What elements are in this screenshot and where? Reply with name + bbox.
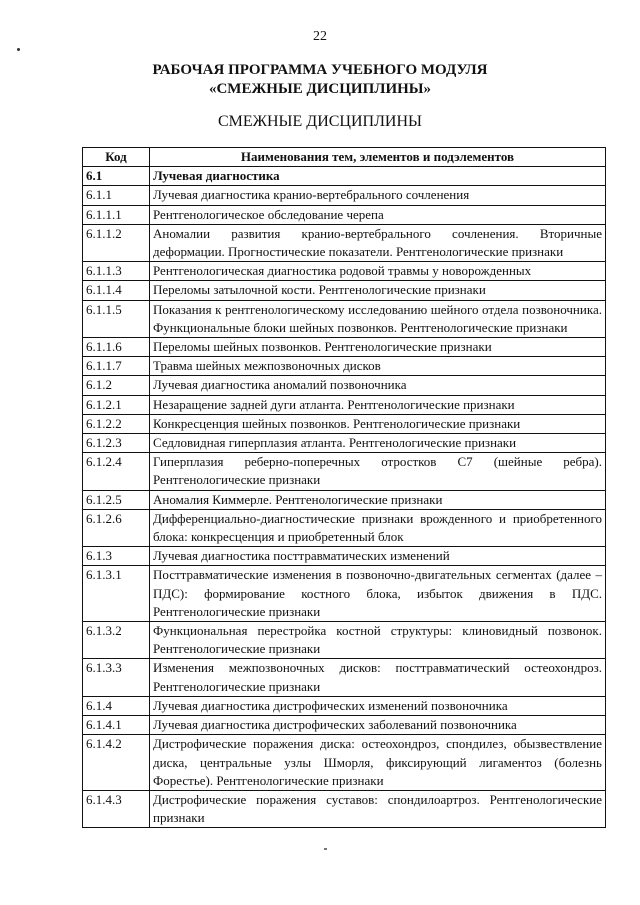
table-row bbox=[83, 659, 606, 696]
row-name: Конкресценция шейных позвонков. Рентгенологические признаки bbox=[150, 414, 606, 433]
row-name: Лучевая диагностика bbox=[150, 167, 606, 186]
row-code: 6.1.3.3 bbox=[83, 659, 150, 696]
row-code: 6.1.4.3 bbox=[83, 790, 150, 827]
table-row bbox=[83, 357, 606, 376]
table-row bbox=[83, 434, 606, 453]
table-row bbox=[83, 205, 606, 224]
table-row bbox=[83, 547, 606, 566]
row-code: 6.1.4.2 bbox=[83, 735, 150, 791]
row-name: Переломы шейных позвонков. Рентгенологические признаки bbox=[150, 338, 606, 357]
row-name: Дифференциально-диагностические признаки врожденного и приобретенного блока: конкресценция и приобретенный блок bbox=[150, 509, 606, 546]
row-code: 6.1 bbox=[83, 167, 150, 186]
topics-table bbox=[82, 147, 606, 828]
row-code: 6.1.2 bbox=[83, 376, 150, 395]
row-name: Гиперплазия реберно-поперечных отростков С7 (шейные ребра). Рентгенологические признаки bbox=[150, 453, 606, 490]
row-code: 6.1.1.3 bbox=[83, 262, 150, 281]
row-code: 6.1.2.6 bbox=[83, 509, 150, 546]
row-name: Показания к рентгенологическому исследованию шейного отдела позвоночника. Функциональные блоки шейных позвонков. Рентгенологические признаки bbox=[150, 300, 606, 337]
row-name: Седловидная гиперплазия атланта. Рентгенологические признаки bbox=[150, 434, 606, 453]
row-code: 6.1.4.1 bbox=[83, 716, 150, 735]
row-name: Посттравматические изменения в позвоночно-двигательных сегментах (далее – ПДС): формирование костного блока, избыток движения в ПДС. Рентгенологические признаки bbox=[150, 566, 606, 622]
table-row bbox=[83, 300, 606, 337]
table-row bbox=[83, 338, 606, 357]
row-name: Рентгенологическое обследование черепа bbox=[150, 205, 606, 224]
row-code: 6.1.2.4 bbox=[83, 453, 150, 490]
table-row bbox=[83, 790, 606, 827]
page-number: 22 bbox=[313, 29, 327, 44]
table-row bbox=[83, 281, 606, 300]
row-name: Функциональная перестройка костной структуры: клиновидный позвонок. Рентгенологические признаки bbox=[150, 622, 606, 659]
table-row bbox=[83, 453, 606, 490]
row-code: 6.1.3 bbox=[83, 547, 150, 566]
table-row bbox=[83, 716, 606, 735]
document-title bbox=[60, 61, 580, 99]
row-code: 6.1.1.5 bbox=[83, 300, 150, 337]
table-row bbox=[83, 395, 606, 414]
row-name: Дистрофические поражения суставов: спондилоартроз. Рентгенологические признаки bbox=[150, 790, 606, 827]
scan-speck bbox=[17, 48, 20, 51]
row-code: 6.1.1.4 bbox=[83, 281, 150, 300]
row-code: 6.1.2.1 bbox=[83, 395, 150, 414]
row-code: 6.1.1.1 bbox=[83, 205, 150, 224]
table-row bbox=[83, 490, 606, 509]
header-name: Наименования тем, элементов и подэлементов bbox=[150, 148, 606, 167]
row-code: 6.1.1.7 bbox=[83, 357, 150, 376]
row-name: Лучевая диагностика посттравматических изменений bbox=[150, 547, 606, 566]
row-code: 6.1.3.2 bbox=[83, 622, 150, 659]
row-code: 6.1.1.6 bbox=[83, 338, 150, 357]
table-row bbox=[83, 566, 606, 622]
table-row bbox=[83, 224, 606, 261]
table-row bbox=[83, 509, 606, 546]
section-subtitle: СМЕЖНЫЕ ДИСЦИПЛИНЫ bbox=[217, 113, 422, 130]
row-name: Изменения межпозвоночных дисков: посттравматический остеохондроз. Рентгенологические признаки bbox=[150, 659, 606, 696]
row-name: Лучевая диагностика дистрофических заболеваний позвоночника bbox=[150, 716, 606, 735]
row-code: 6.1.2.3 bbox=[83, 434, 150, 453]
row-name: Аномалия Киммерле. Рентгенологические признаки bbox=[150, 490, 606, 509]
table-row bbox=[83, 622, 606, 659]
scan-speck bbox=[324, 848, 327, 850]
table-body bbox=[83, 167, 606, 828]
row-code: 6.1.1 bbox=[83, 186, 150, 205]
row-name: Рентгенологическая диагностика родовой травмы у новорожденных bbox=[150, 262, 606, 281]
row-name: Травма шейных межпозвоночных дисков bbox=[150, 357, 606, 376]
table-row bbox=[83, 262, 606, 281]
table-row bbox=[83, 414, 606, 433]
row-name: Лучевая диагностика дистрофических изменений позвоночника bbox=[150, 696, 606, 715]
title-line: «СМЕЖНЫЕ ДИСЦИПЛИНЫ» bbox=[208, 81, 432, 97]
table-header-row bbox=[83, 148, 606, 167]
title-line: РАБОЧАЯ ПРОГРАММА УЧЕБНОГО МОДУЛЯ bbox=[152, 62, 488, 78]
row-name: Аномалии развития кранио-вертебрального сочленения. Вторичные деформации. Прогностические показатели. Рентгенологические признаки bbox=[150, 224, 606, 261]
header-code: Код bbox=[83, 148, 150, 167]
row-name: Дистрофические поражения диска: остеохондроз, спондилез, обызвествление диска, центральные узлы Шморля, фиксирующий лигаментоз (болезнь Форестье). Рентгенологические признаки bbox=[150, 735, 606, 791]
table-row bbox=[83, 376, 606, 395]
row-name: Незаращение задней дуги атланта. Рентгенологические признаки bbox=[150, 395, 606, 414]
row-code: 6.1.2.2 bbox=[83, 414, 150, 433]
table-row bbox=[83, 735, 606, 791]
row-code: 6.1.1.2 bbox=[83, 224, 150, 261]
row-name: Лучевая диагностика аномалий позвоночника bbox=[150, 376, 606, 395]
row-name: Переломы затылочной кости. Рентгенологические признаки bbox=[150, 281, 606, 300]
row-code: 6.1.2.5 bbox=[83, 490, 150, 509]
row-code: 6.1.4 bbox=[83, 696, 150, 715]
row-name: Лучевая диагностика кранио-вертебрального сочленения bbox=[150, 186, 606, 205]
table-row bbox=[83, 167, 606, 186]
table-row bbox=[83, 696, 606, 715]
row-code: 6.1.3.1 bbox=[83, 566, 150, 622]
table-row bbox=[83, 186, 606, 205]
